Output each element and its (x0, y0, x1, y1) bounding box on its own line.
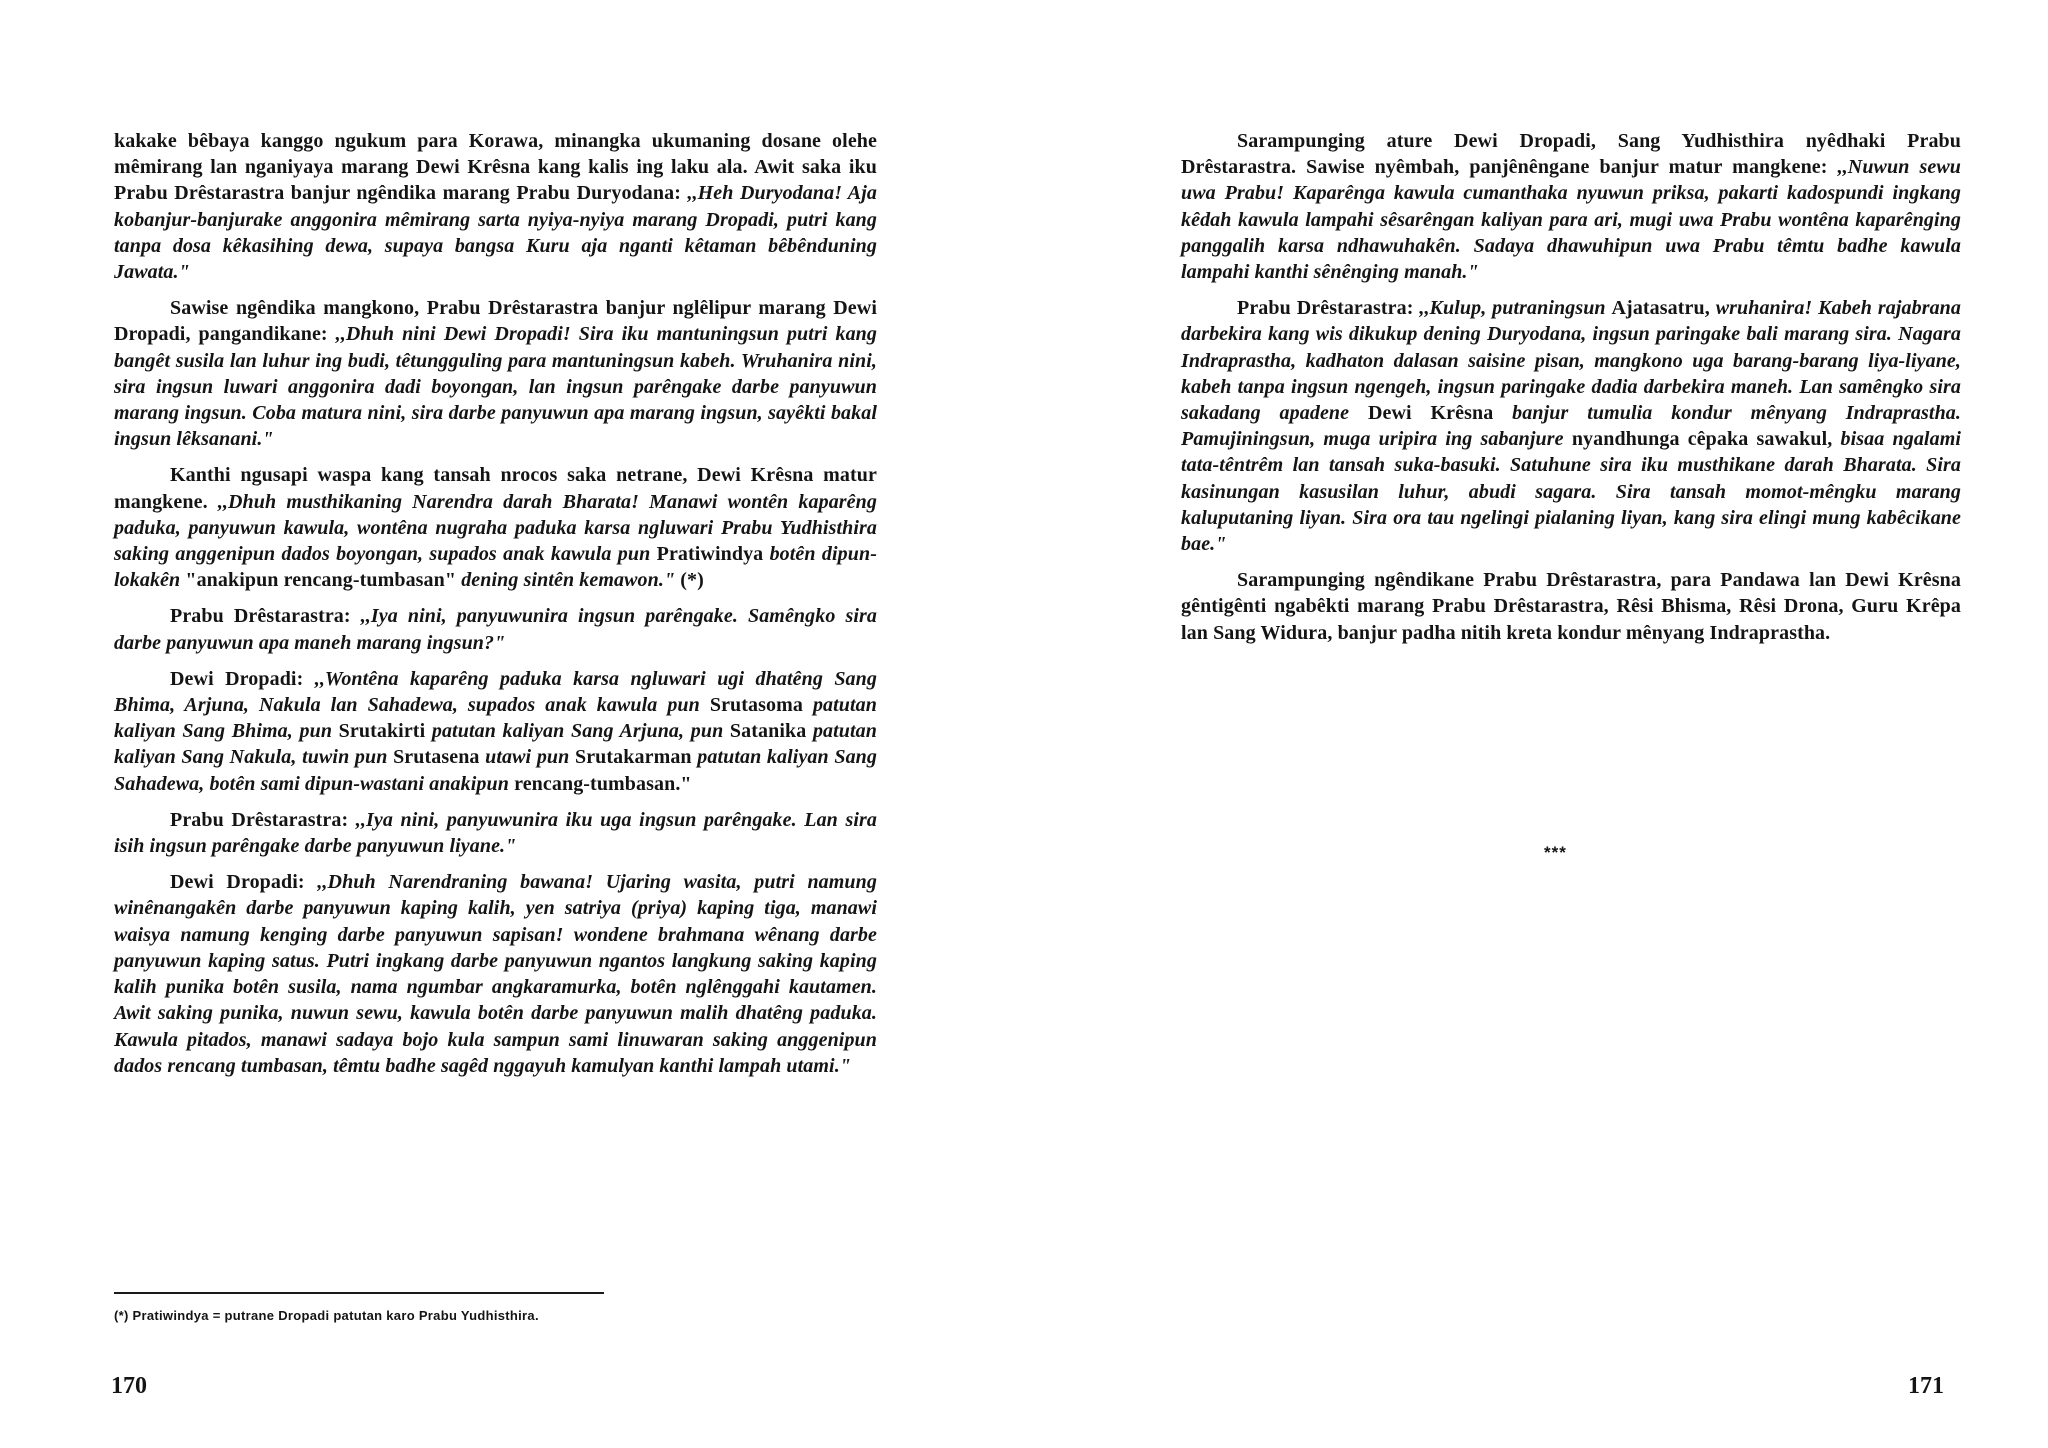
text-segment: Srutakirti (338, 720, 432, 743)
text-segment: Dewi Dropadi: (170, 871, 318, 894)
text-segment: Sawise ngêndika mangkono, Prabu Drêstarastra banjur nglêlipur marang Dewi Dropadi, pangandikane: (114, 297, 877, 346)
italic-text-segment: ,,Nuwun sewu uwa Prabu! Kaparênga kawula cumanthaka nyuwun priksa, pakarti kadospundi ingkang kêdah kawula lampahi sêsarêngan kaliyan para ari, mugi uwa Prabu wontêna kaparênging panggalih karsa ndhawuhakên. Sadaya dhawuhipun uwa Prabu têmtu badhe kawula lampahi kanthi sênênging manah." (1181, 156, 1961, 284)
footnote-divider (114, 1292, 604, 1294)
text-segment: Srutasena (393, 746, 486, 769)
text-segment: Pratiwindya (656, 543, 770, 566)
text-segment: Satanika (729, 720, 813, 743)
italic-text-segment: patutan kaliyan Sang Bhima, pun (114, 694, 877, 743)
page-number-right: 171 (1908, 1373, 1944, 1399)
text-segment: kakake bêbaya kanggo ngukum para Korawa, minangka ukumaning dosane olehe mêmirang lan nganiyaya marang Dewi Krêsna kang kalis ing laku ala. Awit saka iku Prabu Drêstarastra banjur ngêndika marang Prabu Duryodana: (114, 130, 877, 205)
text-segment: Prabu Drêstarastra: (1237, 297, 1420, 320)
italic-text-segment: bisaa ngalami tata-têntrêm lan tansah suka-basuki. Satuhune sira iku musthikane darah Bharata. Sira kasinungan kasusilan luhur, abudi sagara. Sira tansah momot-mêngku marang kaluputaning liyan. Sira ora tau ngelingi pialaning liyan, kang sira elingi mung kabêcikane bae." (1181, 428, 1962, 556)
paragraph (114, 666, 877, 797)
italic-text-segment: patutan kaliyan Sang Arjuna, pun (431, 720, 730, 743)
right-page (1024, 0, 2048, 1448)
text-segment: Dewi Dropadi: (170, 667, 315, 690)
italic-text-segment: dening sintên kemawon." (461, 569, 681, 592)
footnote: (*) Pratiwindya = putrane Dropadi patutan karo Prabu Yudhisthira. (114, 1308, 539, 1323)
italic-text-segment: ,,Iya nini, panyuwunira iku uga ingsun parêngake. Lan sira isih ingsun parêngake darbe panyuwun liyane." (114, 808, 877, 858)
paragraph (114, 807, 877, 859)
text-segment: Prabu Drêstarastra: (170, 605, 361, 628)
text-segment: (*) (680, 569, 704, 592)
italic-text-segment: ,,Heh Duryodana! Aja kobanjur-banjurake anggonira mêmirang sarta nyiya-nyiya marang Dropadi, putri kang tanpa dosa kêkasihing dewa, supaya bangsa Kuru aja nganti kêtaman bêbênduning Jawata." (114, 182, 878, 284)
section-break: *** (1544, 843, 1567, 862)
text-segment: Sarampunging ngêndikane Prabu Drêstarastra, para Pandawa lan Dewi Krêsna gêntigênti ngabêkti marang Prabu Drêstarastra, Rêsi Bhisma, Rêsi Drona, Guru Krêpa lan Sang Widura, banjur padha nitih kreta kondur mênyang Indraprastha. (1181, 569, 1961, 644)
text-segment: nyandhunga cêpaka sawakul, (1571, 428, 1841, 451)
italic-text-segment: botên dipun-lokakên (114, 543, 877, 592)
paragraph (114, 603, 877, 655)
paragraph (1181, 128, 1961, 285)
text-segment: Sarampunging ature Dewi Dropadi, Sang Yudhisthira nyêdhaki Prabu Drêstarastra. Sawise nyêmbah, panjênêngane banjur matur mangkene: (1181, 130, 1961, 179)
italic-text-segment: utawi pun (485, 746, 575, 769)
paragraph (1181, 567, 1961, 646)
text-segment: Ajatasatru, (1611, 297, 1716, 320)
left-text-column (114, 128, 877, 1089)
right-text-column (1181, 128, 1961, 656)
page-number-left: 170 (111, 1373, 147, 1399)
paragraph (114, 295, 877, 452)
paragraph (114, 462, 877, 593)
text-segment: Dewi Krêsna (1367, 402, 1513, 425)
text-segment: Prabu Drêstarastra: (170, 808, 356, 831)
paragraph (114, 128, 877, 285)
italic-text-segment: wruhanira! Kabeh rajabrana darbekira kang wis dikukup dening Duryodana, ingsun paringake bali marang sira. Nagara Indraprastha, kadhaton dalasan saisine pisan, mangkono uga barang-barang liya-liyane, kabeh tanpa ingsun ngengeh, ingsun paringake dadia darbekira maneh. Lan samêngko sira sakadang apadene (1181, 297, 1961, 425)
italic-text-segment: patutan kaliyan Sang Nakula, tuwin pun (114, 720, 877, 769)
italic-text-segment: ,,Dhuh Narendraning bawana! Ujaring wasita, putri namung winênangakên darbe panyuwun kaping kalih, yen satriya (priya) kaping tiga, manawi waisya namung kenging darbe panyuwun sapisan! wondene brahmana wênang darbe panyuwun kaping satus. Putri ingkang darbe panyuwun ngantos langkung saking kaping kalih punika botên susila, nama ngumbar angkaramurka, botên nglênggahi kautamen. Awit saking punika, nuwun sewu, kawula botên darbe panyuwun malih dhatêng paduka. Kawula pitados, manawi sadaya bojo kula sampun sami linuwaran saking anggenipun dados rencang tumbasan, têmtu badhe sagêd nggayuh kamulyan kanthi lampah utami." (114, 871, 877, 1077)
italic-text-segment: ,,Dhuh musthikaning Narendra darah Bharata! Manawi wontên kaparêng paduka, panyuwun kawula, wontêna nugraha paduka karsa ngluwari Prabu Yudhisthira saking anggenipun dados boyongan, supados anak kawula pun (114, 490, 877, 566)
text-segment: Kanthi ngusapi waspa kang tansah nrocos saka netrane, Dewi Krêsna matur mangkene. (114, 464, 877, 513)
italic-text-segment: ,,Dhuh nini Dewi Dropadi! Sira iku mantuningsun putri kang bangêt susila lan luhur ing budi, têtungguling para mantuningsun kabeh. Wruhanira nini, sira ingsun luwari anggonira dadi boyongan, lan ingsun parêngake darbe panyuwun marang ingsun. Coba matura nini, sira darbe panyuwun apa marang ingsun, sayêkti bakal ingsun lêksanani." (114, 323, 877, 451)
italic-text-segment: patutan kaliyan Sang Sahadewa, botên sami dipun-wastani anakipun (114, 746, 877, 795)
italic-text-segment: ,,Kulup, putraningsun (1419, 297, 1612, 320)
paragraph (114, 869, 877, 1079)
text-segment: Srutasoma (709, 694, 813, 717)
text-segment: Srutakarman (574, 746, 698, 769)
italic-text-segment: ,,Iya nini, panyuwunira ingsun parêngake. Samêngko sira darbe panyuwun apa maneh marang ingsun?" (114, 605, 877, 654)
text-segment: rencang-tumbasan." (514, 772, 692, 795)
text-segment: "anakipun rencang-tumbasan" (185, 569, 462, 592)
italic-text-segment: banjur tumulia kondur mênyang Indraprastha. Pamujiningsun, muga uripira ing sabanjure (1181, 402, 1961, 451)
paragraph (1181, 295, 1961, 557)
italic-text-segment: ,,Wontêna kaparêng paduka karsa ngluwari ugi dhatêng Sang Bhima, Arjuna, Nakula lan Sahadewa, supados anak kawula pun (114, 667, 877, 717)
